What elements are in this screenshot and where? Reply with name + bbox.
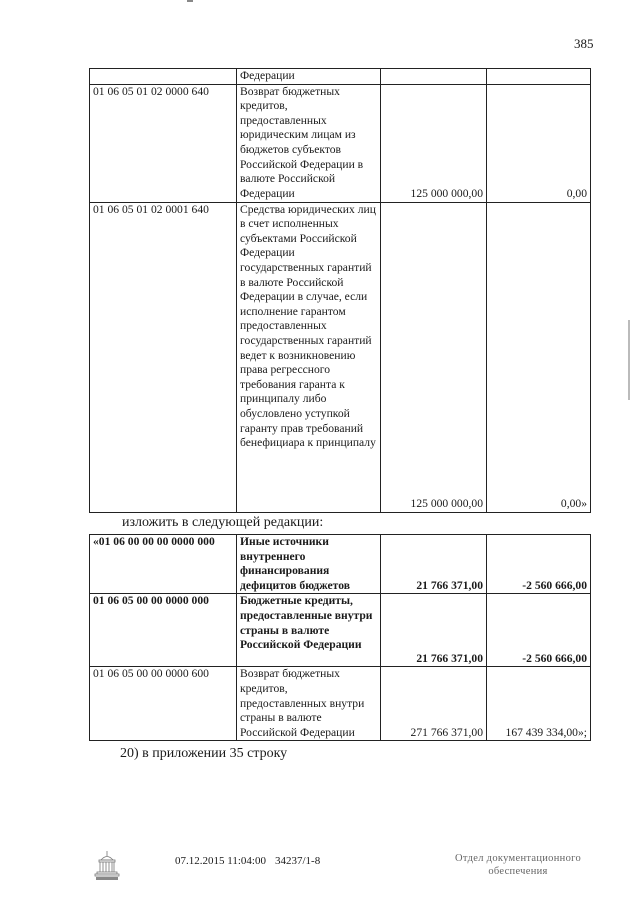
table-row — [90, 84, 591, 202]
amount-cell: 0,00» — [487, 202, 591, 512]
budget-code-cell: 01 06 05 00 00 0000 000 — [90, 594, 237, 667]
footer-datetime: 07.12.2015 11:04:00 — [175, 855, 266, 867]
table-row — [90, 535, 591, 594]
description-cell: Бюджетные кредиты, предоставленные внутри страны в валюте Российской Федерации — [237, 594, 381, 667]
scan-fragment-mark — [187, 0, 193, 2]
budget-code-cell: 01 06 05 01 02 0001 640 — [90, 202, 237, 512]
amount-cell: 125 000 000,00 — [381, 84, 487, 202]
sources-table-new — [89, 534, 591, 741]
amount-cell: 167 439 334,00»; — [487, 667, 591, 741]
amount-cell — [381, 69, 487, 85]
amount-cell: 0,00 — [487, 84, 591, 202]
page-number: 385 — [574, 36, 594, 51]
amendment-instruction: изложить в следующей редакции: — [122, 515, 324, 530]
table-row — [90, 202, 591, 512]
amount-cell: -2 560 666,00 — [487, 594, 591, 667]
stamp-line: обеспечения — [488, 866, 548, 877]
next-amendment-item: 20) в приложении 35 строку — [120, 746, 288, 761]
scan-edge-mark — [628, 320, 630, 400]
description-cell: Федерации — [237, 69, 381, 85]
budget-code-cell: «01 06 00 00 00 0000 000 — [90, 535, 237, 594]
budget-code-cell: 01 06 05 00 00 0000 600 — [90, 667, 237, 741]
table-row — [90, 69, 591, 85]
description-cell: Возврат бюджетных кредитов, предоставленных внутри страны в валюте Российской Федерации — [237, 667, 381, 741]
stamp-line: Отдел документационного — [454, 853, 582, 864]
description-cell: Возврат бюджетных кредитов, предоставленных юридическим лицам из бюджетов субъектов Российской Федерации в валюте Российской Федерации — [237, 84, 381, 202]
sources-table-previous — [89, 68, 591, 513]
amount-cell: 21 766 371,00 — [381, 594, 487, 667]
description-cell: Средства юридических лиц в счет исполненных субъектами Российской Федерации государственных гарантий в валюте Российской Федерации в случае, если исполнение гарантом предоставленных государственных гарантий ведет к возникновению права регрессного требования гаранта к принципалу либо обусловлено уступкой гаранту прав требований бенефициара к принципалу — [237, 202, 381, 512]
amount-cell — [487, 69, 591, 85]
department-stamp — [438, 852, 598, 878]
table-row — [90, 667, 591, 741]
budget-code-cell — [90, 69, 237, 85]
description-cell: Иные источники внутреннего финансирования дефицитов бюджетов — [237, 535, 381, 594]
budget-code-cell: 01 06 05 01 02 0000 640 — [90, 84, 237, 202]
amount-cell: 125 000 000,00 — [381, 202, 487, 512]
amount-cell: 21 766 371,00 — [381, 535, 487, 594]
duma-emblem-icon — [92, 848, 122, 882]
footer-doc-code: 34237/1-8 — [275, 855, 321, 867]
table-row — [90, 594, 591, 667]
amount-cell: 271 766 371,00 — [381, 667, 487, 741]
amount-cell: -2 560 666,00 — [487, 535, 591, 594]
